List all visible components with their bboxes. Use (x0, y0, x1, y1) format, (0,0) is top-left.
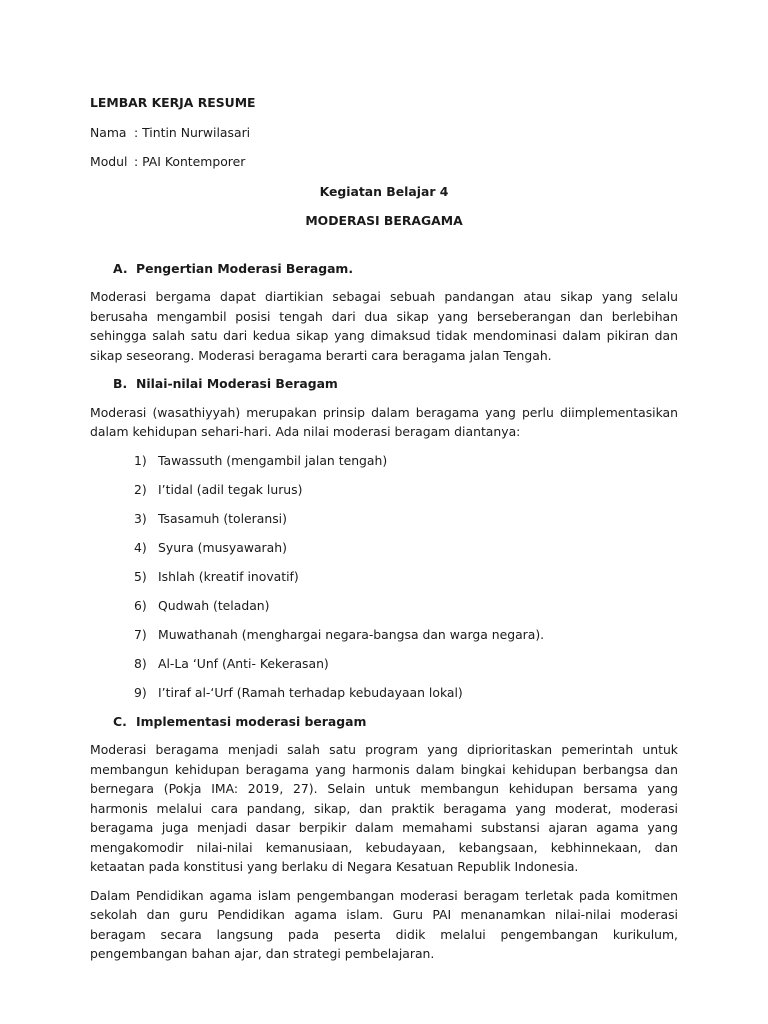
list-item-number: 3) (134, 510, 147, 526)
section-b-heading (90, 374, 678, 394)
list-item-number: 7) (134, 626, 147, 642)
module-label: Modul (90, 154, 128, 169)
list-item (134, 596, 678, 625)
list-item-number: 8) (134, 655, 147, 671)
section-a-heading (90, 259, 678, 279)
section-c-heading (90, 712, 678, 732)
section-c-title: Implementasi moderasi beragam (136, 713, 367, 729)
name-label: Nama (90, 124, 127, 140)
list-item-number: 2) (134, 481, 147, 497)
document-page (90, 93, 678, 973)
topic-title: MODERASI BERAGAMA (305, 213, 463, 228)
section-a-paragraph: Moderasi bergama dapat diartikian sebagai sebuah pandangan atau sikap yang selalu berusaha mengambil posisi tengah dari dua sikap yang berseberangan dan berlebihan sehingga salah satu dari kedua sikap yang dimaksud tidak mendominasi dalam pikiran dan sikap seseorang. Moderasi beragama berarti cara beragama jalan Tengah. (90, 289, 678, 363)
spacer (90, 241, 678, 259)
list-item-text: Muwathanah (menghargai negara-bangsa dan warga negara). (158, 626, 545, 642)
activity-title: Kegiatan Belajar 4 (319, 183, 449, 199)
list-item-text: Al-La ‘Unf (Anti- Kekerasan) (158, 655, 329, 671)
list-item-text: Tsasamuh (toleransi) (158, 510, 287, 526)
list-item-text: I’tidal (adil tegak lurus) (158, 481, 303, 497)
section-c-letter: C. (113, 713, 127, 729)
list-item (134, 480, 678, 509)
list-item-text: I’tiraf al-‘Urf (Ramah terhadap kebudayaan lokal) (158, 684, 463, 700)
section-b-letter: B. (113, 376, 128, 391)
module-line (90, 152, 678, 172)
list-item-number: 4) (134, 539, 147, 555)
list-item-number: 6) (134, 597, 147, 613)
name-line (90, 123, 678, 143)
section-b-title: Nilai-nilai Moderasi Beragam (136, 376, 338, 391)
list-item (134, 538, 678, 567)
section-c-paragraph-1: Moderasi beragama menjadi salah satu program yang diprioritaskan pemerintah untuk membangun kehidupan beragama yang harmonis dalam bingkai kehidupan berbangsa dan bernegara (Pokja IMA: 2019, 27). Selain untuk membangun kehidupan bersama yang harmonis melalui cara pandang, sikap, dan praktik beragama yang moderat, moderasi beragama juga menjadi dasar berpikir dalam memahami substansi ajaran agama yang mengakomodir nilai-nilai kemanusiaan, kebudayaan, kebangsaan, kebhinnekaan, dan ketaatan pada konstitusi yang berlaku di Negara Kesatuan Republik Indonesia. (90, 742, 678, 874)
name-value: : Tintin Nurwilasari (134, 124, 251, 140)
section-a-letter: A. (113, 260, 128, 276)
list-item-number: 1) (134, 452, 147, 468)
list-item-text: Ishlah (kreatif inovatif) (158, 568, 299, 584)
section-a-title: Pengertian Moderasi Beragam. (136, 260, 354, 276)
section-b-paragraph: Moderasi (wasathiyyah) merupakan prinsip dalam beragama yang perlu diimplementasikan dalam kehidupan sehari-hari. Ada nilai moderasi beragam diantanya: (90, 404, 678, 439)
values-list (90, 451, 678, 712)
list-item-text: Tawassuth (mengambil jalan tengah) (158, 452, 388, 468)
list-item (134, 683, 678, 712)
list-item-text: Qudwah (teladan) (158, 597, 270, 613)
document-heading: LEMBAR KERJA RESUME (90, 95, 256, 110)
list-item-number: 9) (134, 684, 147, 700)
list-item (134, 654, 678, 683)
list-item-number: 5) (134, 568, 147, 584)
list-item (134, 567, 678, 596)
section-c-paragraph-2: Dalam Pendidikan agama islam pengembangan moderasi beragam terletak pada komitmen sekolah dan guru Pendidikan agama islam. Guru PAI menanamkan nilai-nilai moderasi beragam secara langsung pada peserta didik melalui pengembangan kurikulum, pengembangan bahan ajar, dan strategi pembelajaran. (90, 887, 678, 961)
module-value: : PAI Kontemporer (134, 154, 246, 169)
list-item (134, 509, 678, 538)
list-item (134, 625, 678, 654)
list-item (134, 451, 678, 480)
list-item-text: Syura (musyawarah) (158, 539, 287, 555)
